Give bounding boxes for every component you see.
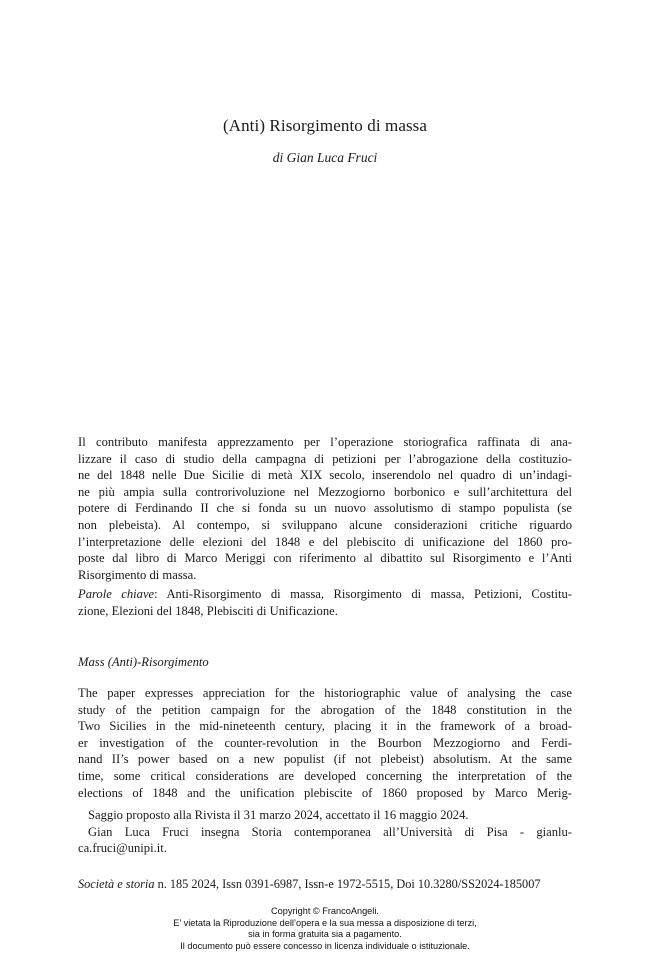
english-abstract: [78, 685, 572, 801]
abstract-line: Risorgimento di massa.: [78, 567, 197, 582]
footer-line: E’ vietata la Riproduzione dell’opera e la sua messa a disposizione di terzi,: [173, 917, 477, 928]
english-line: elections of 1848 and the unification plebiscite of 1860 proposed by Marco Merig-: [78, 785, 572, 800]
keywords-block: [78, 586, 572, 619]
abstract-line: ne del 1848 nelle Due Sicilie di metà XIX secolo, inserendolo nel quadro di un’indagi-: [78, 468, 572, 483]
article-title: (Anti) Risorgimento di massa: [222, 116, 428, 135]
abstract-line: Il contributo manifesta apprezzamento per l’operazione storiografica raffinata di ana-: [78, 435, 572, 449]
author-email: ca.fruci@unipi.it.: [78, 841, 167, 856]
author-note: Gian Luca Fruci insegna Storia contemporanea all’Università di Pisa - gianlu-: [88, 824, 572, 839]
footer-line: Copyright © FrancoAngeli.: [271, 906, 379, 916]
copyright-footer: [0, 906, 650, 952]
english-line: er investigation of the counter-revolution in the Bourbon Mezzogiorno and Ferdi-: [78, 735, 572, 750]
abstract-line: non plebeista). Al contempo, si sviluppano alcune considerazioni critiche riguardo: [78, 517, 572, 532]
english-line: time, some critical considerations are developed concerning the interpretation of the: [78, 768, 572, 783]
abstract-line: lizzare il caso di studio della campagna di petizioni per l’abrogazione della costituzio-: [78, 451, 572, 466]
journal-citation: [78, 877, 572, 892]
journal-name: Società e storia: [78, 877, 155, 891]
article-author: di Gian Luca Fruci: [272, 150, 378, 165]
submission-note: Saggio proposto alla Rivista il 31 marzo 2024, accettato il 16 maggio 2024.: [88, 808, 469, 822]
english-line: The paper expresses appreciation for the historiographic value of analysing the case: [78, 686, 572, 700]
english-line: study of the petition campaign for the abrogation of the 1848 constitution in the: [78, 702, 572, 717]
citation-details: n. 185 2024, Issn 0391-6987, Issn-e 1972-5515, Doi 10.3280/SS2024-185007: [154, 877, 541, 891]
abstract-line: l’interpretazione delle elezioni del 1848 e del plebiscito di unificazione del 1860 pro-: [78, 534, 572, 549]
english-line: Two Sicilies in the mid-nineteenth century, placing it in the framework of a broad-: [78, 719, 572, 734]
english-title: Mass (Anti)-Risorgimento: [78, 655, 209, 669]
keywords-text: : Anti-Risorgimento di massa, Risorgimento di massa, Petizioni, Costitu-: [154, 587, 572, 601]
article-notes: [78, 807, 572, 857]
keywords-label: Parole chiave: [78, 587, 155, 601]
keywords-line: zione, Elezioni del 1848, Plebisciti di Unificazione.: [78, 603, 338, 618]
italian-abstract: [78, 434, 572, 583]
abstract-line: ne più ampia sulla controrivoluzione nel Mezzogiorno borbonico e sull’architettura del: [78, 484, 572, 499]
footer-line: sia in forma gratuita sia a pagamento.: [248, 929, 402, 940]
abstract-line: potere di Ferdinando II che si fonda su un nuovo assolutismo di stampo populista (se: [78, 501, 572, 516]
english-line: nand II’s power based on a new populist (if not plebeist) absolutism. At the same: [78, 752, 572, 767]
abstract-line: poste dal libro di Marco Meriggi con riferimento al dibattito sul Risorgimento e l’Anti: [78, 551, 572, 566]
keywords-line: [78, 586, 572, 603]
footer-line: Il documento può essere concesso in licenza individuale o istituzionale.: [180, 940, 470, 951]
